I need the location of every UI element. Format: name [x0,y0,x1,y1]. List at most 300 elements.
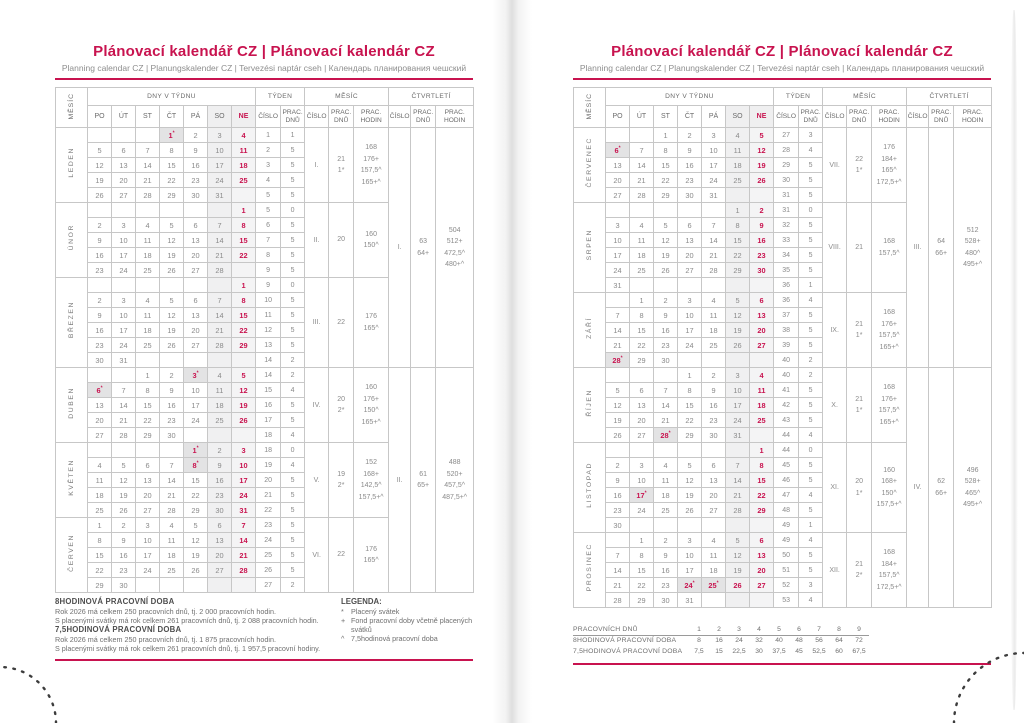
page-subtitle-right: Planning calendar CZ | Planungskalender CZ | Tervezési naptár cseh | Календарь планирования чешский [579,63,985,73]
day-cell: 25 [654,503,678,518]
week-workdays-cell: 5 [281,533,305,548]
header-mesic-cislo [823,106,847,128]
header-ctvrtleti-prac-dnu [411,106,436,128]
day-cell [136,278,160,293]
quarter-number-cell: I. [389,128,411,368]
week-number-cell: 28 [774,143,799,158]
quarter-workdays-cell [929,128,954,368]
day-cell: 29 [750,503,774,518]
week-workdays-cell: 0 [281,203,305,218]
day-cell: 27 [702,503,726,518]
value-line: 495+^ [963,501,983,508]
mini-value-cell: 6 [789,624,809,635]
week-workdays-cell: 5 [799,548,823,563]
day-cell: 8* [184,458,208,473]
day-cell: 17 [208,158,232,173]
day-cell: 18 [702,563,726,578]
day-cell: 29 [232,338,256,353]
day-cell: 5 [726,293,750,308]
week-number-cell: 9 [256,263,281,278]
day-cell [630,278,654,293]
month-workdays-cell [329,518,354,593]
day-cell: 17 [112,248,136,263]
day-cell: 23 [88,263,112,278]
month-label [56,278,88,368]
week-workdays-cell: 1 [281,128,305,143]
day-cell: 16 [112,548,136,563]
week-number-cell: 5 [256,203,281,218]
week-workdays-cell: 5 [281,473,305,488]
mini-value-cell: 52,5 [812,647,826,655]
header-mesic-group: MĚSÍC [305,88,389,106]
header-ctvrtleti-prac-hodin [954,106,992,128]
value-line: 512+ [446,238,463,245]
week-number-cell: 27 [256,578,281,593]
day-cell: 20 [88,413,112,428]
month-number-cell: III. [305,278,329,368]
day-cell: 6 [208,518,232,533]
header-tyden-cislo [774,106,799,128]
mini-value-cell: 60 [835,647,843,655]
day-cell [112,203,136,218]
perforation-arc-left [0,653,70,723]
day-cell: 6 [184,218,208,233]
legend-text: 7,5hodinová pracovní doba [351,634,438,644]
day-cell [750,278,774,293]
day-cell [112,128,136,143]
day-cell: 19 [88,173,112,188]
day-cell [678,443,702,458]
day-cell: 19 [112,488,136,503]
day-cell: 3 [726,368,750,383]
day-cell [184,578,208,593]
day-cell: 20 [112,173,136,188]
day-cell: 20 [606,173,630,188]
mini-row-label: PRACOVNÍCH DNŮ [573,624,689,635]
day-cell [160,203,184,218]
day-cell [702,203,726,218]
legend [337,597,473,653]
week-workdays-cell: 0 [281,443,305,458]
week-workdays-cell: 5 [799,398,823,413]
mini-value-cell: 72 [855,637,863,645]
day-cell: 21 [136,173,160,188]
month-hours-cell [354,368,389,443]
week-row [574,368,992,383]
day-cell: 24 [136,563,160,578]
header-tyden: TÝDEN [774,88,823,106]
value-line: 488 [448,459,461,466]
page-title-right: Plánovací kalendář CZ | Plánovací kalendár CZ [611,43,953,60]
week-workdays-cell: 5 [281,143,305,158]
week-workdays-cell: 4 [799,488,823,503]
day-cell: 11 [702,548,726,563]
week-number-cell: 6 [256,218,281,233]
day-cell [678,518,702,533]
day-cell: 2 [654,293,678,308]
day-cell: 27 [630,428,654,443]
day-cell: 21 [160,488,184,503]
mini-value-cell: 4 [749,624,769,635]
header-line: ČÍSLO [258,112,278,120]
header-line: PRAC. [331,109,352,117]
page-right [573,44,991,665]
day-cell: 3 [112,293,136,308]
mini-value-cell: 56 [815,637,823,645]
day-cell: 8 [630,308,654,323]
value-line: 65+ [417,482,430,489]
value-line: 64+ [417,249,430,257]
header-tyden-prac-dnu [799,106,823,128]
value-line: 504 [448,226,461,234]
day-cell: 27 [184,338,208,353]
day-cell: 22 [232,323,256,338]
day-cell: 4 [654,458,678,473]
day-cell: 14 [208,308,232,323]
mini-value-cell: 7,5 [694,647,704,655]
day-cell: 20 [630,413,654,428]
day-cell: 2 [184,128,208,143]
header-line: DNŮ [803,116,818,124]
day-cell [112,443,136,458]
value-line: 168 [883,238,895,245]
week-workdays-cell: 5 [281,518,305,533]
week-workdays-cell: 4 [799,593,823,608]
day-cell: 28 [232,563,256,578]
day-cell: 1 [726,203,750,218]
month-label [574,368,606,443]
day-cell: 8 [88,533,112,548]
week-workdays-cell: 5 [281,158,305,173]
day-cell: 13 [184,308,208,323]
day-cell: 6 [750,533,774,548]
month-workdays-cell [329,443,354,518]
day-cell: 11 [136,308,160,323]
day-cell: 24 [208,173,232,188]
day-cell: 26 [678,503,702,518]
day-cell: 6 [136,458,160,473]
day-cell [136,203,160,218]
day-cell: 21 [112,413,136,428]
value-line: 1* [855,407,863,414]
day-cell: 10 [630,473,654,488]
day-cell [208,428,232,443]
mini-table-row [573,624,869,635]
value-line: 1* [855,489,863,497]
page-gutter-shadow [492,0,532,723]
value-line: 465^ [965,489,981,497]
day-cell: 24 [112,338,136,353]
day-cell: 12 [726,308,750,323]
week-number-cell: 26 [256,563,281,578]
day-cell: 15 [678,398,702,413]
header-line: PRAC. [361,109,382,117]
day-cell: 5 [750,128,774,143]
value-line: 495+^ [963,261,983,268]
day-cell: 28 [606,593,630,608]
week-row [56,368,474,383]
week-workdays-cell: 5 [799,503,823,518]
day-cell: 6 [678,218,702,233]
day-cell: 30 [184,188,208,203]
day-cell: 4 [630,218,654,233]
header-ctvrtleti-cislo [389,106,411,128]
accent-rule-bottom-left [55,659,473,661]
day-cell [702,443,726,458]
month-workdays-cell [847,368,872,443]
week-number-cell: 23 [256,518,281,533]
day-cell: 20 [750,563,774,578]
header-mesic-group: MĚSÍC [823,88,907,106]
day-cell [136,443,160,458]
day-cell: 11 [726,143,750,158]
month-workdays-cell [329,278,354,368]
holiday-asterisk: * [196,445,199,452]
month-number-cell: IX. [823,293,847,368]
header-tyden-prac-dnu [281,106,305,128]
header-mesic-prac-hodin [354,106,389,128]
header-day-7: NE [232,106,256,128]
value-line: 168 [883,549,895,556]
day-cell: 12 [160,308,184,323]
week-workdays-cell: 5 [281,323,305,338]
day-cell: 13 [112,158,136,173]
calendar-table-left [55,87,474,593]
value-line: 21 [855,320,863,328]
header-line: DNŮ [333,116,349,124]
day-cell: 7 [606,548,630,563]
value-line: 22 [337,551,345,559]
month-hours-cell [872,533,907,608]
day-cell: 23 [702,413,726,428]
week-number-cell: 52 [774,578,799,593]
week-number-cell: 45 [774,458,799,473]
worktime-line: S placenými svátky má rok celkem 261 pracovních dnů, tj. 2 088 pracovních hodin. [55,615,319,625]
month-name: ŘÍJEN [586,388,593,417]
value-line: 1* [855,332,863,339]
week-number-cell: 47 [774,488,799,503]
day-cell: 27 [136,503,160,518]
accent-rule-top-left [55,78,473,80]
week-number-cell: 11 [256,308,281,323]
day-cell: 7 [606,308,630,323]
day-cell: 4 [750,368,774,383]
month-hours-cell [872,443,907,533]
day-cell [208,578,232,593]
day-cell: 20 [208,548,232,563]
day-cell [208,203,232,218]
week-number-cell: 49 [774,518,799,533]
day-cell: 30 [606,518,630,533]
month-number-cell: XII. [823,533,847,608]
mini-row-label: 7,5HODINOVÁ PRACOVNÍ DOBA [573,647,683,655]
day-cell [606,128,630,143]
day-cell [232,188,256,203]
value-line: 176+ [363,395,380,403]
header-line: ČÍSLO [824,112,845,120]
day-cell: 14 [726,473,750,488]
day-cell: 31 [606,278,630,293]
week-workdays-cell: 2 [281,353,305,368]
day-cell: 8 [726,218,750,233]
day-cell: 14 [654,398,678,413]
day-cell: 5 [112,458,136,473]
month-label [56,518,88,593]
value-line: 165^ [363,324,379,332]
day-cell [726,278,750,293]
day-cell: 18 [136,248,160,263]
header-line: PRAC. [413,109,434,117]
day-cell: 23 [678,173,702,188]
legend-symbol: * [341,606,344,616]
day-cell: 25 [160,563,184,578]
day-cell: 3 [232,443,256,458]
header-tyden-cislo [256,106,281,128]
day-cell: 2 [160,368,184,383]
month-label [56,368,88,443]
worktime-heading: 8HODINOVÁ PRACOVNÍ DOBA [55,597,175,606]
week-number-cell: 36 [774,293,799,308]
week-number-cell: 40 [774,353,799,368]
header-line: PRAC. [931,109,952,117]
day-cell: 17 [606,248,630,263]
day-cell: 19 [606,413,630,428]
day-cell [678,353,702,368]
holiday-asterisk: * [172,130,175,137]
value-line: 142,5^ [360,482,382,489]
day-cell: 13 [136,473,160,488]
day-cell: 8 [678,383,702,398]
day-cell: 21 [208,248,232,263]
day-cell: 14 [702,233,726,248]
day-cell: 16 [88,323,112,338]
day-cell: 5 [726,533,750,548]
day-cell [654,203,678,218]
holiday-asterisk: * [196,460,199,467]
day-cell: 21 [208,323,232,338]
day-cell: 7 [702,218,726,233]
day-cell: 27 [750,578,774,593]
value-line: 457,5^ [444,482,466,489]
day-cell: 8 [160,143,184,158]
day-cell: 27 [112,188,136,203]
value-line: 472,5^ [444,249,466,257]
day-cell: 6 [702,458,726,473]
mini-value-cell: 8 [829,624,849,635]
week-workdays-cell: 2 [281,368,305,383]
month-number-cell: XI. [823,443,847,533]
week-workdays-cell: 5 [281,488,305,503]
header-ctvrtleti: ČTVRTLETÍ [907,88,992,106]
day-cell: 9 [160,383,184,398]
header-line: HODIN [962,116,984,124]
day-cell: 31 [678,593,702,608]
week-number-cell: 40 [774,368,799,383]
month-workdays-cell [847,443,872,533]
day-cell: 19 [160,323,184,338]
header-day-7: NE [750,106,774,128]
day-cell [750,428,774,443]
week-workdays-cell: 4 [799,428,823,443]
month-label [56,443,88,518]
day-cell: 11 [208,383,232,398]
week-number-cell: 32 [774,218,799,233]
day-cell: 9 [88,308,112,323]
value-line: 21 [337,155,345,163]
day-cell [702,278,726,293]
month-name: DUBEN [68,386,75,419]
day-cell [88,128,112,143]
footer-left [55,597,473,653]
day-cell [112,368,136,383]
week-workdays-cell: 4 [281,428,305,443]
week-workdays-cell: 4 [281,383,305,398]
day-cell [606,533,630,548]
value-line: 20 [337,395,345,403]
value-line: 176 [365,313,377,320]
month-label [574,203,606,293]
header-ctvrtleti-cislo [907,106,929,128]
day-cell: 26 [726,578,750,593]
month-workdays-cell [847,203,872,293]
week-workdays-cell: 5 [799,173,823,188]
day-cell: 20 [702,488,726,503]
week-workdays-cell: 2 [281,578,305,593]
day-cell: 27 [750,338,774,353]
header-day-4: ČT [160,106,184,128]
header-day-1: PO [606,106,630,128]
week-workdays-cell: 5 [281,563,305,578]
month-label [574,128,606,203]
page-subtitle-left: Planning calendar CZ | Planungskalender CZ | Tervezési naptár cseh | Календарь планирования чешский [61,63,467,73]
month-name: ZÁŘÍ [586,316,593,339]
week-number-cell: 21 [256,488,281,503]
week-number-cell: 19 [256,458,281,473]
week-workdays-cell: 5 [281,188,305,203]
day-cell: 20 [184,248,208,263]
day-cell: 8 [750,458,774,473]
day-cell: 9 [88,233,112,248]
day-cell: 22 [136,413,160,428]
header-line: DNŮ [415,116,431,124]
day-cell: 15 [232,233,256,248]
holiday-asterisk: * [692,580,695,587]
day-cell: 14 [112,398,136,413]
month-number-cell: X. [823,368,847,443]
mini-table-row [573,646,869,657]
day-cell: 3 [208,128,232,143]
week-number-cell: 29 [774,158,799,173]
day-cell: 5 [88,143,112,158]
week-number-cell: 50 [774,548,799,563]
day-cell [654,443,678,458]
day-cell [136,578,160,593]
quarter-number-cell: II. [389,368,411,593]
day-cell [184,353,208,368]
day-cell: 16 [678,158,702,173]
day-cell [750,353,774,368]
quarter-number-cell: IV. [907,368,929,608]
day-cell: 18 [654,488,678,503]
week-number-cell: 24 [256,533,281,548]
header-day-4: ČT [678,106,702,128]
week-workdays-cell: 5 [799,248,823,263]
day-cell [112,278,136,293]
day-cell: 28* [654,428,678,443]
day-cell: 16 [606,488,630,503]
header-mesic-cislo [305,106,329,128]
day-cell: 26 [112,503,136,518]
